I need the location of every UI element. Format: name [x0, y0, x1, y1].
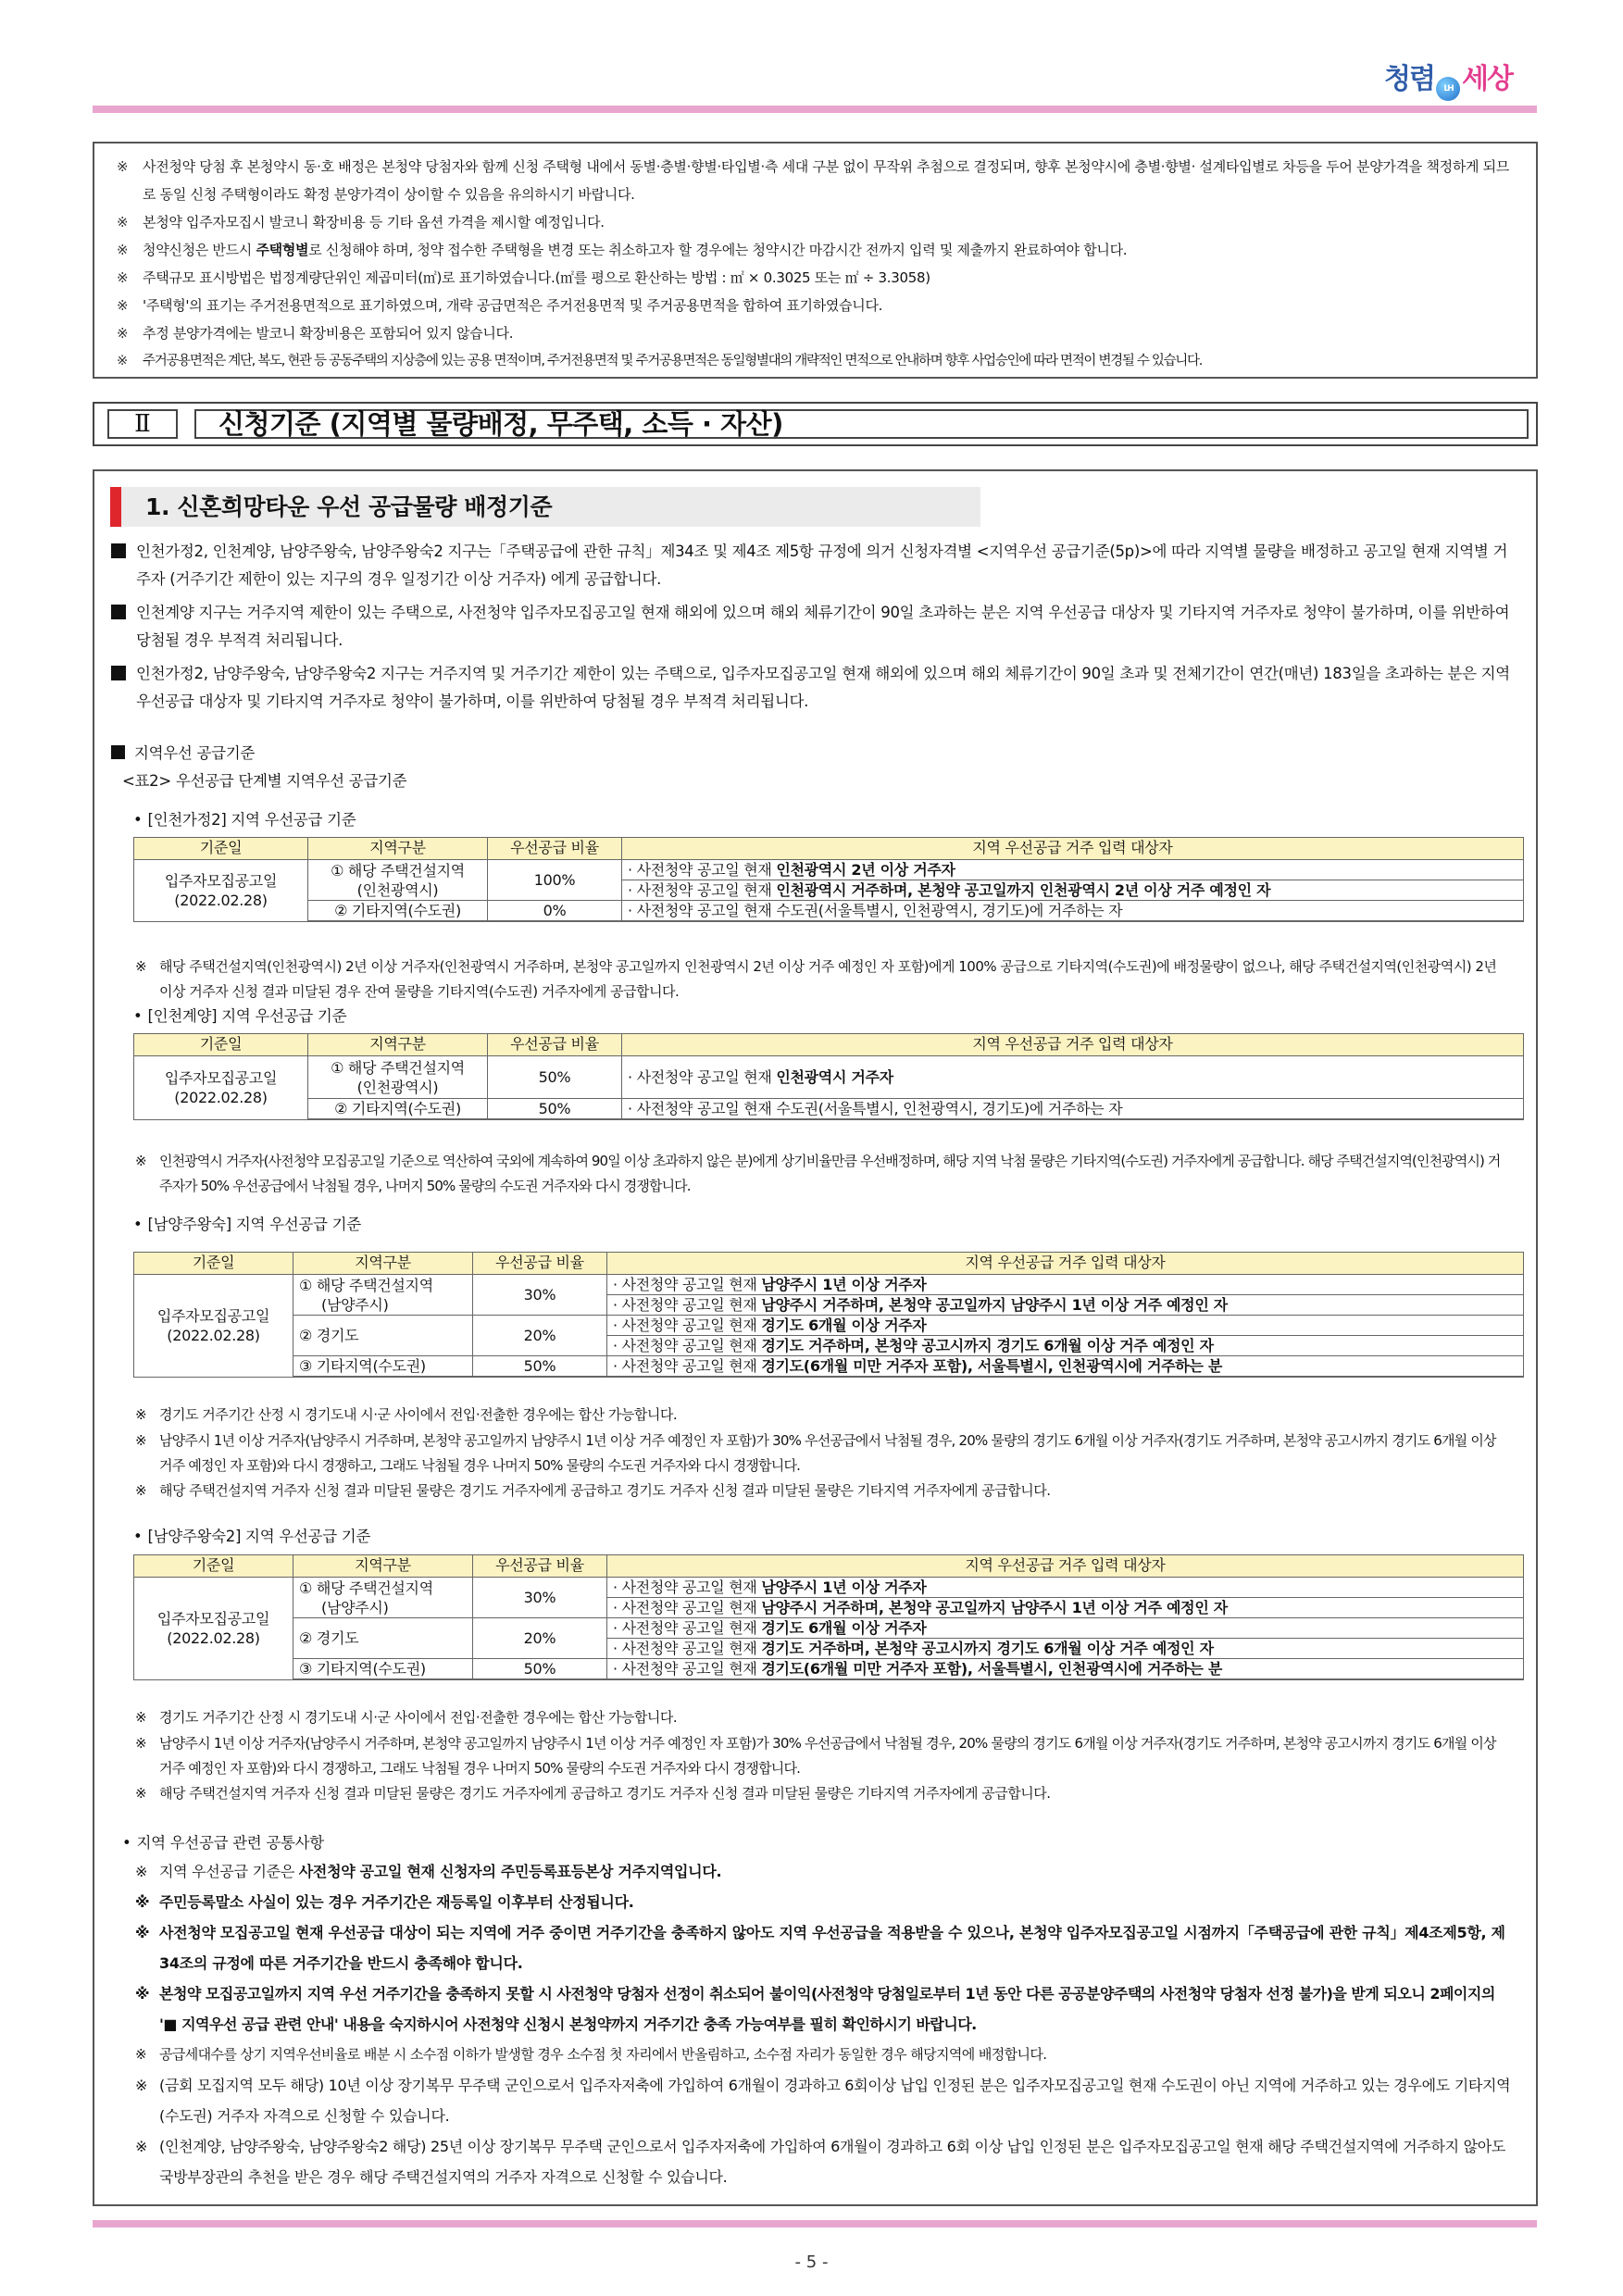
- square-bullet-icon: [111, 666, 126, 680]
- table-note: ※ 해당 주택건설지역 거주자 신청 결과 미달된 물량은 경기도 거주자에게 공급하고 경기도 거주자 신청 결과 미달된 물량은 기타지역 거주자에게 공급합니다.: [135, 1479, 1512, 1504]
- col-header: 지역 우선공급 거주 입력 대상자: [622, 838, 1524, 860]
- top-notes-box: [93, 142, 1538, 379]
- common-item: ※ 공급세대수를 상기 지역우선비율로 배분 시 소수점 이하가 발생할 경우 소수점 첫 자리에서 반올림하고, 소수점 자리가 동일한 경우 해당지역에 배정합니다.: [135, 2040, 1512, 2070]
- table-incheon-gyeyang: 기준일 지역구분 우선공급 비율 지역 우선공급 거주 입력 대상자 입주자모집공고일 (2022.02.28) ① 해당 주택건설지역 (인천광역시) 50% · 사전청약 공고일 현재 인천광역시 거주자 ② 기타지역(수도권) 50% · 사전청약 공고일 현재 수도권(서울특별시, 인천광역시, 경기도)에 거주하는 자: [133, 1033, 1524, 1120]
- area-cell: ② 기타지역(수도권): [308, 901, 488, 922]
- header-divider: [93, 106, 1537, 113]
- base-date-cell: 입주자모집공고일 (2022.02.28): [134, 1578, 293, 1680]
- ratio-cell: 50%: [488, 1056, 622, 1099]
- top-note: ※ 주거공용면적은 계단, 복도, 현관 등 공동주택의 지상층에 있는 공용 면적이며, 주거전용면적 및 주거공용면적은 동일형별대의 개략적인 면적으로 안내하며 향후 사업승인에 따라 면적이 변경될 수 있습니다.: [117, 347, 1521, 375]
- area-cell: ① 해당 주택건설지역 (인천광역시): [308, 860, 488, 901]
- table-namyangju-wangsuk2: 기준일 지역구분 우선공급 비율 지역 우선공급 거주 입력 대상자 입주자모집공고일 (2022.02.28) ① 해당 주택건설지역 (남양주시) 30% · 사전청약 공고일 현재 남양주시 1년 이상 거주자 · 사전청약 공고일 현재 남양주시 거주하며, 본청약 공고일까지 남양주시 1년 이상 거주 예정인 자 ② 경기도 20% · 사전청약 공고일 현재 경기도 6개월 이상 거주자 · 사전청약 공고일 현재 경기도 거주하며, 본청약 공고시까지 경기도 6개월 이상 거주 예정인 자 ③ 기타지역(수도권) 50% · 사전청약 공고일 현재 경기도(6개월 미만 거주자 포함), 서울특별시, 인천광역시에 거주하는 분: [133, 1554, 1524, 1680]
- square-bullet-icon: [111, 543, 126, 558]
- paragraph: 인천계양 지구는 거주지역 제한이 있는 주택으로, 사전청약 입주자모집공고일 현재 해외에 있으며 해외 체류기간이 90일 초과하는 분은 지역 우선공급 대상자 및 기타지역 거주자로 청약이 불가하며, 이를 위반하여 당첨될 경우 부적격 처리됩니다.: [111, 599, 1512, 655]
- area-cell: ③ 기타지역(수도권): [293, 1659, 473, 1680]
- area-cell: ③ 기타지역(수도권): [293, 1356, 473, 1378]
- table-note: ※ 해당 주택건설지역 거주자 신청 결과 미달된 물량은 경기도 거주자에게 공급하고 경기도 거주자 신청 결과 미달된 물량은 기타지역 거주자에게 공급합니다.: [135, 1781, 1512, 1806]
- section-title: 신청기준 (지역별 물량배정, 무주택, 소득 · 자산): [194, 409, 1529, 439]
- area-cell: ① 해당 주택건설지역 (남양주시): [293, 1578, 473, 1618]
- paragraph: 인천가정2, 남양주왕숙, 남양주왕숙2 지구는 거주지역 및 거주기간 제한이 있는 주택으로, 입주자모집공고일 현재 해외에 있으며 해외 체류기간이 90일 초과 및 전체기간이 연간(매년) 183일을 초과하는 분은 지역 우선공급 대상자 및 기타지역 거주자로 청약이 불가하며, 이를 위반하여 당첨될 경우 부적격 처리됩니다.: [111, 660, 1512, 716]
- footer-divider: [93, 2220, 1537, 2227]
- table-note: ※ 경기도 거주기간 산정 시 경기도내 시·군 사이에서 전입·전출한 경우에는 합산 가능합니다.: [135, 1403, 1512, 1428]
- table-note: ※ 경기도 거주기간 산정 시 경기도내 시·군 사이에서 전입·전출한 경우에는 합산 가능합니다.: [135, 1705, 1512, 1730]
- square-bullet-icon: [111, 605, 126, 619]
- target-cell: · 사전청약 공고일 현재 인천광역시 2년 이상 거주자: [622, 860, 1524, 880]
- square-bullet-icon: [111, 745, 125, 759]
- top-note: ※ '주택형'의 표기는 주거전용면적으로 표기하였으며, 개략 공급면적은 주거전용면적 및 주거공용면적을 합하여 표기하였습니다.: [117, 292, 1521, 319]
- ratio-cell: 20%: [473, 1316, 607, 1356]
- logo-emblem-icon: LH: [1436, 77, 1460, 101]
- area-cell: ① 해당 주택건설지역 (남양주시): [293, 1275, 473, 1316]
- base-date-cell: 입주자모집공고일 (2022.02.28): [134, 1056, 308, 1120]
- target-cell: · 사전청약 공고일 현재 인천광역시 거주하며, 본청약 공고일까지 인천광역시 2년 이상 거주 예정인 자: [622, 880, 1524, 901]
- col-header: 우선공급 비율: [488, 838, 622, 860]
- base-date-cell: 입주자모집공고일 (2022.02.28): [134, 1275, 293, 1378]
- target-cell: · 사전청약 공고일 현재 인천광역시 거주자: [622, 1056, 1524, 1099]
- table-namyangju-wangsuk: 기준일 지역구분 우선공급 비율 지역 우선공급 거주 입력 대상자 입주자모집공고일 (2022.02.28) ① 해당 주택건설지역 (남양주시) 30% · 사전청약 공고일 현재 남양주시 1년 이상 거주자 · 사전청약 공고일 현재 남양주시 거주하며, 본청약 공고일까지 남양주시 1년 이상 거주 예정인 자 ② 경기도 20% · 사전청약 공고일 현재 경기도 6개월 이상 거주자 · 사전청약 공고일 현재 경기도 거주하며, 본청약 공고시까지 경기도 6개월 이상 거주 예정인 자 ③ 기타지역(수도권) 50% · 사전청약 공고일 현재 경기도(6개월 미만 거주자 포함), 서울특별시, 인천광역시에 거주하는 분: [133, 1252, 1524, 1378]
- ratio-cell: 50%: [473, 1356, 607, 1378]
- table-incheon-gajeong2: [133, 837, 1524, 922]
- subsection-title: 1. 신혼희망타운 우선 공급물량 배정기준: [145, 493, 553, 520]
- region-label: 지역우선 공급기준: [111, 743, 255, 763]
- top-note: ※ 청약신청은 반드시 주택형별로 신청해야 하며, 청약 접수한 주택형을 변경 또는 취소하고자 할 경우에는 청약시간 마감시간 전까지 입력 및 제출까지 완료하여야 합니다.: [117, 236, 1521, 264]
- section-number: Ⅱ: [107, 409, 178, 439]
- target-cell: · 사전청약 공고일 현재 수도권(서울특별시, 인천광역시, 경기도)에 거주하는 자: [622, 901, 1524, 922]
- col-header: 기준일: [134, 838, 308, 860]
- target-cell: · 사전청약 공고일 현재 수도권(서울특별시, 인천광역시, 경기도)에 거주하는 자: [622, 1099, 1524, 1120]
- table-title: • [남양주왕숙2] 지역 우선공급 기준: [133, 1527, 370, 1546]
- table-note: ※ 남양주시 1년 이상 거주자(남양주시 거주하며, 본청약 공고일까지 남양주시 1년 이상 거주 예정인 자 포함)가 30% 우선공급에서 낙첨될 경우, 20% 물량의 경기도 6개월 이상 거주자(경기도 거주하며, 본청약 공고시까지 경기도 6개월 이상 거주 예정인 자 포함)와 다시 경쟁하고, 그래도 낙첨될 경우 나머지 50% 물량의 수도권 거주자와 다시 경쟁합니다.: [135, 1429, 1512, 1479]
- table-caption: <표2> 우선공급 단계별 지역우선 공급기준: [122, 772, 407, 790]
- ratio-cell: 20%: [473, 1618, 607, 1659]
- table-title: • [남양주왕숙] 지역 우선공급 기준: [133, 1215, 361, 1234]
- subsection-header: [110, 487, 980, 527]
- common-item: ※ 지역 우선공급 기준은 사전청약 공고일 현재 신청자의 주민등록표등본상 거주지역입니다.: [135, 1856, 1512, 1887]
- col-header: 지역구분: [308, 838, 488, 860]
- ratio-cell: 30%: [473, 1578, 607, 1618]
- top-note: ※ 본청약 입주자모집시 발코니 확장비용 등 기타 옵션 가격을 제시할 예정입니다.: [117, 208, 1521, 236]
- area-cell: ② 경기도: [293, 1618, 473, 1659]
- common-item: ※ 주민등록말소 사실이 있는 경우 거주기간은 재등록일 이후부터 산정됩니다.: [135, 1887, 1512, 1917]
- logo-text-2: 세상: [1461, 63, 1512, 95]
- common-item: ※ 본청약 모집공고일까지 지역 우선 거주기간을 충족하지 못할 시 사전청약 당첨자 선정이 취소되어 불이익(사전청약 당첨일로부터 1년 동안 다른 공공분양주택의 사전청약 당첨자 선정 불가)을 받게 되오니 2페이지의 '■ 지역우선 공급 관련 안내' 내용을 숙지하시어 사전청약 신청시 본청약까지 거주기간 충족 가능여부를 필히 확인하시기 바랍니다.: [135, 1978, 1512, 2040]
- common-item: ※ 사전청약 모집공고일 현재 우선공급 대상이 되는 지역에 거주 중이면 거주기간을 충족하지 않아도 지역 우선공급을 적용받을 수 있으나, 본청약 입주자모집공고일 시점까지「주택공급에 관한 규칙」제4조제5항, 제34조의 규정에 따른 거주기간을 반드시 충족해야 합니다.: [135, 1917, 1512, 1978]
- top-note: ※ 주택규모 표시방법은 법정계량단위인 제곱미터(㎡)로 표기하였습니다.(㎡를 평으로 환산하는 방법 : ㎡ × 0.3025 또는 ㎡ ÷ 3.3058): [117, 264, 1521, 292]
- ratio-cell: 100%: [488, 860, 622, 901]
- common-item: ※ (금회 모집지역 모두 해당) 10년 이상 장기복무 무주택 군인으로서 입주자저축에 가입하여 6개월이 경과하고 6회이상 납입 인정된 분은 입주자모집공고일 현재 수도권이 아닌 지역에 거주하고 있는 경우에도 기타지역(수도권) 거주자 자격으로 신청할 수 있습니다.: [135, 2070, 1512, 2131]
- ratio-cell: 50%: [473, 1659, 607, 1680]
- top-note: ※ 사전청약 당첨 후 본청약시 동·호 배정은 본청약 당첨자와 함께 신청 주택형 내에서 동별·층별·향별·타입별·측 세대 구분 없이 무작위 추첨으로 결정되며, 향후 본청약시에 층별·향별· 설계타입별로 차등을 두어 분양가격을 책정하게 되므로 동일 신청 주택형이라도 확정 분양가격이 상이할 수 있음을 유의하시기 바랍니다.: [117, 153, 1521, 208]
- ratio-cell: 30%: [473, 1275, 607, 1316]
- table-title: • [인천가정2] 지역 우선공급 기준: [133, 810, 356, 830]
- section-content: [93, 469, 1538, 2206]
- common-title: • 지역 우선공급 관련 공통사항: [122, 1833, 324, 1853]
- base-date-cell: 입주자모집공고일 (2022.02.28): [134, 860, 308, 922]
- table-note: ※ 해당 주택건설지역(인천광역시) 2년 이상 거주자(인천광역시 거주하며, 본청약 공고일까지 인천광역시 2년 이상 거주 예정인 자 포함)에게 100% 공급으로 기타지역(수도권)에 배정물량이 없으나, 해당 주택건설지역(인천광역시) 2년 이상 거주자 신청 결과 미달된 경우 잔여 물량을 기타지역(수도권) 거주자에게 공급합니다.: [135, 955, 1512, 1004]
- table-title: • [인천계양] 지역 우선공급 기준: [133, 1006, 346, 1026]
- ratio-cell: 50%: [488, 1099, 622, 1120]
- common-item: ※ (인천계양, 남양주왕숙, 남양주왕숙2 해당) 25년 이상 장기복무 무주택 군인으로서 입주자저축에 가입하여 6개월이 경과하고 6회 이상 납입 인정된 분은 입주자모집공고일 현재 해당 주택건설지역에 거주하지 않아도 국방부장관의 추천을 받은 경우 해당 주택건설지역의 거주자 자격으로 신청할 수 있습니다.: [135, 2131, 1512, 2192]
- paragraph: 인천가정2, 인천계양, 남양주왕숙, 남양주왕숙2 지구는「주택공급에 관한 규칙」제34조 및 제4조 제5항 규정에 의거 신청자격별 <지역우선 공급기준(5p)>에 따라 지역별 물량을 배정하고 공고일 현재 지역별 거주자 (거주기간 제한이 있는 지구의 경우 일정기간 이상 거주자) 에게 공급합니다.: [111, 538, 1512, 593]
- area-cell: ② 경기도: [293, 1316, 473, 1356]
- table-note: ※ 남양주시 1년 이상 거주자(남양주시 거주하며, 본청약 공고일까지 남양주시 1년 이상 거주 예정인 자 포함)가 30% 우선공급에서 낙첨될 경우, 20% 물량의 경기도 6개월 이상 거주자(경기도 거주하며, 본청약 공고시까지 경기도 6개월 이상 거주 예정인 자 포함)와 다시 경쟁하고, 그래도 낙첨될 경우 나머지 50% 물량의 수도권 거주자와 다시 경쟁합니다.: [135, 1731, 1512, 1781]
- area-cell: ② 기타지역(수도권): [308, 1099, 488, 1120]
- logo-text-1: 청렴: [1384, 63, 1434, 95]
- top-note: ※ 추정 분양가격에는 발코니 확장비용은 포함되어 있지 않습니다.: [117, 319, 1521, 347]
- section-header: [93, 402, 1538, 446]
- area-cell: ① 해당 주택건설지역 (인천광역시): [308, 1056, 488, 1099]
- ratio-cell: 0%: [488, 901, 622, 922]
- table-note: ※ 인천광역시 거주자(사전청약 모집공고일 기준으로 역산하여 국외에 계속하여 90일 이상 초과하지 않은 분)에게 상기비율만큼 우선배정하며, 해당 지역 낙첨 물량은 기타지역(수도권) 거주자에게 공급합니다. 해당 주택건설지역(인천광역시) 거주자가 50% 우선공급에서 낙첨될 경우, 나머지 50% 물량의 수도권 거주자와 다시 경쟁합니다.: [135, 1149, 1512, 1199]
- page-number: - 5 -: [794, 2252, 829, 2272]
- logo: [1384, 61, 1512, 101]
